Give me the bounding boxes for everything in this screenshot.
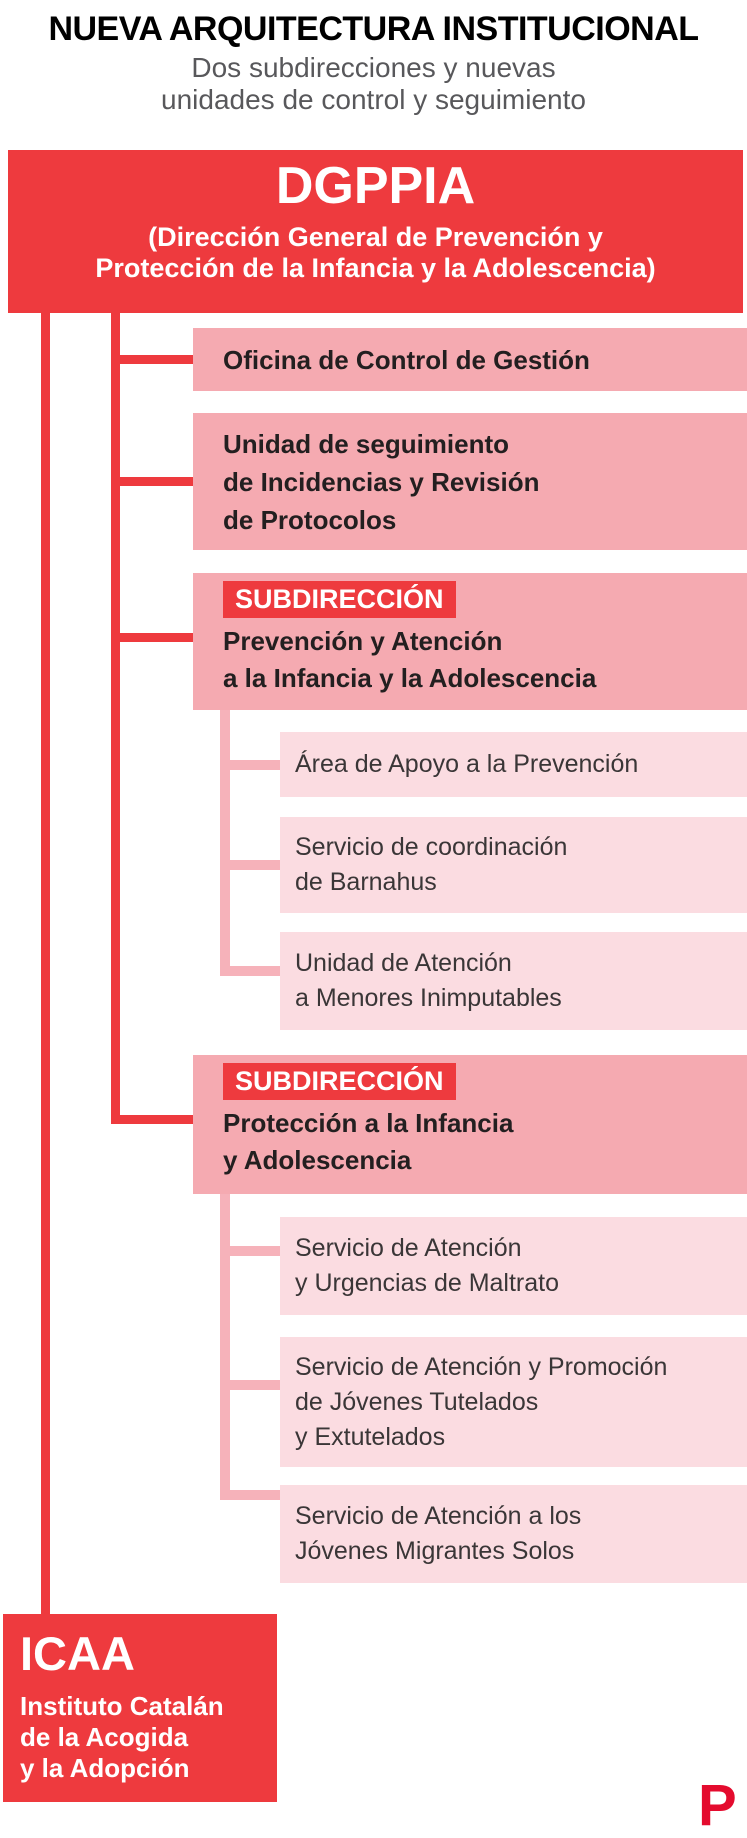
branch-stub-tutelados [230, 1380, 280, 1390]
subdireccion-proteccion-line-1: Protección a la Infancia [223, 1108, 514, 1138]
oficina-label: Oficina de Control de Gestión [223, 344, 590, 375]
box-unidad-menores [280, 932, 747, 1030]
subdireccion-prevencion-tag: SUBDIRECCIÓN [223, 581, 456, 618]
connector-dgppia-branches [111, 313, 120, 1124]
branch-stub-oficina [119, 355, 193, 364]
box-servicio-maltrato [280, 1217, 747, 1315]
icaa-name-line-2: de la Acogida [20, 1722, 189, 1752]
subdireccion-proteccion-line-2: y Adolescencia [223, 1145, 412, 1175]
tutelados-line-1: Servicio de Atención y Promoción [295, 1352, 668, 1381]
migrantes-line-1: Servicio de Atención a los [295, 1502, 582, 1530]
branch-stub-migrantes [220, 1490, 280, 1500]
box-area-apoyo [280, 732, 747, 797]
branch-elbow-subdireccion-proteccion [111, 1115, 193, 1124]
icaa-box [3, 1614, 277, 1802]
subtitle-line-2: unidades de control y seguimiento [161, 84, 586, 115]
icaa-name-line-3: y la Adopción [20, 1753, 190, 1783]
branch-stub-maltrato [230, 1246, 280, 1256]
tutelados-line-2: de Jóvenes Tutelados [295, 1387, 539, 1416]
menores-line-1: Unidad de Atención [295, 949, 512, 977]
page-title: NUEVA ARQUITECTURA INSTITUCIONAL [48, 10, 699, 48]
box-servicio-tutelados [280, 1337, 747, 1467]
barnahus-line-1: Servicio de coordinación [295, 833, 568, 861]
dgppia-full-name [8, 222, 743, 284]
menores-line-2: a Menores Inimputables [295, 984, 562, 1012]
icaa-name-line-1: Instituto Catalán [20, 1691, 224, 1721]
box-unidad-seguimiento [193, 413, 747, 550]
dgppia-box [8, 150, 743, 313]
dgppia-name-line-1: (Dirección General de Prevención y [148, 222, 603, 252]
branch-stub-seguimiento [119, 477, 193, 486]
dgppia-acronym: DGPPIA [275, 157, 476, 215]
subdireccion-prevencion-line-1: Prevención y Atención [223, 626, 503, 656]
branch-stub-menores [220, 966, 280, 976]
connector-prevencion-children [220, 710, 230, 976]
box-subdireccion-prevencion [193, 573, 747, 710]
area-apoyo-line-1: Área de Apoyo a la Prevención [295, 750, 639, 778]
branch-stub-barnahus [230, 860, 280, 870]
subtitle-line-1: Dos subdirecciones y nuevas [191, 52, 556, 83]
dgppia-name-line-2: Protección de la Infancia y la Adolescencia) [95, 253, 656, 283]
branch-stub-subdireccion-prevencion [119, 633, 193, 642]
maltrato-line-2: y Urgencias de Maltrato [295, 1269, 560, 1297]
maltrato-line-1: Servicio de Atención [295, 1234, 522, 1262]
page-subtitle [0, 52, 747, 116]
migrantes-line-2: Jóvenes Migrantes Solos [295, 1537, 575, 1565]
connector-dgppia-to-icaa [41, 313, 50, 1614]
seguimiento-line-1: Unidad de seguimiento [223, 428, 510, 459]
connector-proteccion-children [220, 1194, 230, 1500]
subdireccion-prevencion-line-2: a la Infancia y la Adolescencia [223, 663, 597, 693]
box-subdireccion-proteccion [193, 1055, 747, 1194]
subdireccion-proteccion-tag: SUBDIRECCIÓN [223, 1063, 456, 1100]
box-servicio-barnahus [280, 817, 747, 913]
tutelados-line-3: y Extutelados [295, 1422, 446, 1451]
seguimiento-line-2: de Incidencias y Revisión [223, 466, 540, 497]
icaa-acronym: ICAA [20, 1627, 135, 1680]
branch-stub-area-apoyo [230, 760, 280, 770]
barnahus-line-2: de Barnahus [295, 868, 437, 896]
icaa-full-name [20, 1691, 277, 1784]
box-servicio-migrantes [280, 1485, 747, 1583]
seguimiento-line-3: de Protocolos [223, 504, 397, 535]
box-oficina-control [193, 328, 747, 391]
publico-logo: P [698, 1773, 737, 1838]
